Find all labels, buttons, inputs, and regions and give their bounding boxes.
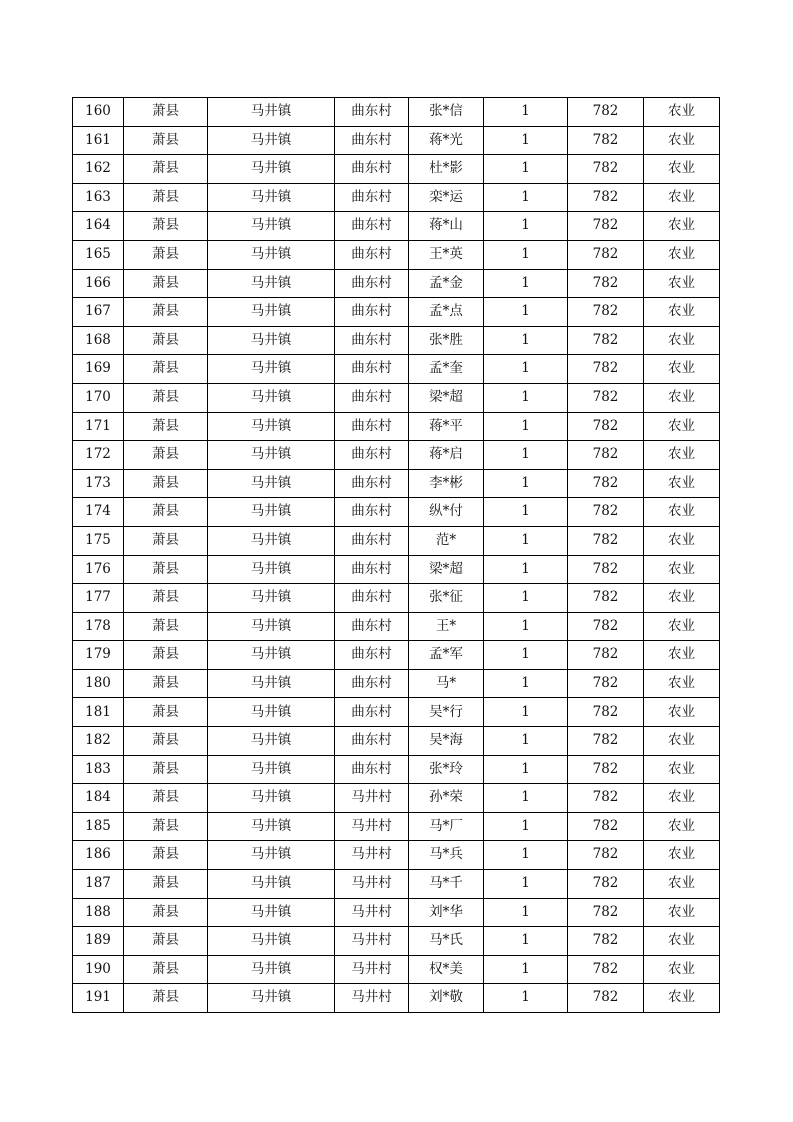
village-cell: 马井村 — [335, 927, 409, 956]
category-cell: 农业 — [644, 355, 720, 384]
town-cell: 马井镇 — [208, 812, 335, 841]
town-cell: 马井镇 — [208, 212, 335, 241]
county-cell: 萧县 — [124, 240, 208, 269]
category-cell: 农业 — [644, 898, 720, 927]
village-cell: 曲东村 — [335, 126, 409, 155]
table-row — [73, 298, 720, 327]
table-row — [73, 955, 720, 984]
town-cell: 马井镇 — [208, 669, 335, 698]
village-cell: 马井村 — [335, 841, 409, 870]
person-name-cell: 权*美 — [409, 955, 484, 984]
town-cell: 马井镇 — [208, 441, 335, 470]
amount-cell: 782 — [568, 870, 644, 899]
town-cell: 马井镇 — [208, 269, 335, 298]
person-name-cell: 蒋*山 — [409, 212, 484, 241]
person-name-cell: 张*征 — [409, 584, 484, 613]
category-cell: 农业 — [644, 555, 720, 584]
row-number-cell: 178 — [73, 612, 124, 641]
county-cell: 萧县 — [124, 441, 208, 470]
category-cell: 农业 — [644, 155, 720, 184]
county-cell: 萧县 — [124, 298, 208, 327]
table-row — [73, 784, 720, 813]
row-number-cell: 182 — [73, 727, 124, 756]
town-cell: 马井镇 — [208, 298, 335, 327]
amount-cell: 782 — [568, 212, 644, 241]
household-count-cell: 1 — [484, 126, 568, 155]
town-cell: 马井镇 — [208, 870, 335, 899]
amount-cell: 782 — [568, 955, 644, 984]
person-name-cell: 吴*行 — [409, 698, 484, 727]
village-cell: 曲东村 — [335, 526, 409, 555]
village-cell: 马井村 — [335, 984, 409, 1013]
county-cell: 萧县 — [124, 126, 208, 155]
county-cell: 萧县 — [124, 269, 208, 298]
person-name-cell: 张*信 — [409, 98, 484, 127]
county-cell: 萧县 — [124, 584, 208, 613]
town-cell: 马井镇 — [208, 955, 335, 984]
subsidy-roster-table — [72, 97, 720, 1013]
county-cell: 萧县 — [124, 870, 208, 899]
town-cell: 马井镇 — [208, 383, 335, 412]
amount-cell: 782 — [568, 126, 644, 155]
town-cell: 马井镇 — [208, 927, 335, 956]
town-cell: 马井镇 — [208, 469, 335, 498]
town-cell: 马井镇 — [208, 755, 335, 784]
person-name-cell: 张*胜 — [409, 326, 484, 355]
person-name-cell: 吴*海 — [409, 727, 484, 756]
row-number-cell: 165 — [73, 240, 124, 269]
village-cell: 曲东村 — [335, 555, 409, 584]
household-count-cell: 1 — [484, 155, 568, 184]
town-cell: 马井镇 — [208, 498, 335, 527]
row-number-cell: 176 — [73, 555, 124, 584]
village-cell: 曲东村 — [335, 155, 409, 184]
category-cell: 农业 — [644, 784, 720, 813]
household-count-cell: 1 — [484, 298, 568, 327]
household-count-cell: 1 — [484, 755, 568, 784]
town-cell: 马井镇 — [208, 155, 335, 184]
town-cell: 马井镇 — [208, 784, 335, 813]
household-count-cell: 1 — [484, 984, 568, 1013]
village-cell: 马井村 — [335, 898, 409, 927]
town-cell: 马井镇 — [208, 727, 335, 756]
category-cell: 农业 — [644, 612, 720, 641]
person-name-cell: 范* — [409, 526, 484, 555]
village-cell: 曲东村 — [335, 98, 409, 127]
county-cell: 萧县 — [124, 898, 208, 927]
village-cell: 马井村 — [335, 784, 409, 813]
person-name-cell: 梁*超 — [409, 555, 484, 584]
amount-cell: 782 — [568, 412, 644, 441]
county-cell: 萧县 — [124, 469, 208, 498]
category-cell: 农业 — [644, 412, 720, 441]
household-count-cell: 1 — [484, 98, 568, 127]
household-count-cell: 1 — [484, 927, 568, 956]
household-count-cell: 1 — [484, 841, 568, 870]
village-cell: 曲东村 — [335, 612, 409, 641]
category-cell: 农业 — [644, 870, 720, 899]
row-number-cell: 191 — [73, 984, 124, 1013]
person-name-cell: 李*彬 — [409, 469, 484, 498]
household-count-cell: 1 — [484, 870, 568, 899]
amount-cell: 782 — [568, 441, 644, 470]
category-cell: 农业 — [644, 812, 720, 841]
table-row — [73, 355, 720, 384]
table-row — [73, 812, 720, 841]
table-row — [73, 326, 720, 355]
county-cell: 萧县 — [124, 526, 208, 555]
village-cell: 曲东村 — [335, 240, 409, 269]
amount-cell: 782 — [568, 698, 644, 727]
category-cell: 农业 — [644, 669, 720, 698]
household-count-cell: 1 — [484, 183, 568, 212]
table-row — [73, 240, 720, 269]
village-cell: 马井村 — [335, 955, 409, 984]
table-row — [73, 727, 720, 756]
amount-cell: 782 — [568, 469, 644, 498]
household-count-cell: 1 — [484, 469, 568, 498]
person-name-cell: 刘*敬 — [409, 984, 484, 1013]
row-number-cell: 173 — [73, 469, 124, 498]
county-cell: 萧县 — [124, 641, 208, 670]
amount-cell: 782 — [568, 898, 644, 927]
town-cell: 马井镇 — [208, 98, 335, 127]
category-cell: 农业 — [644, 927, 720, 956]
county-cell: 萧县 — [124, 812, 208, 841]
amount-cell: 782 — [568, 727, 644, 756]
household-count-cell: 1 — [484, 584, 568, 613]
amount-cell: 782 — [568, 812, 644, 841]
amount-cell: 782 — [568, 784, 644, 813]
amount-cell: 782 — [568, 155, 644, 184]
table-row — [73, 927, 720, 956]
category-cell: 农业 — [644, 526, 720, 555]
person-name-cell: 孟*点 — [409, 298, 484, 327]
amount-cell: 782 — [568, 927, 644, 956]
county-cell: 萧县 — [124, 326, 208, 355]
village-cell: 曲东村 — [335, 669, 409, 698]
person-name-cell: 蒋*光 — [409, 126, 484, 155]
table-row — [73, 126, 720, 155]
category-cell: 农业 — [644, 269, 720, 298]
row-number-cell: 162 — [73, 155, 124, 184]
person-name-cell: 孟*金 — [409, 269, 484, 298]
table-row — [73, 412, 720, 441]
county-cell: 萧县 — [124, 669, 208, 698]
household-count-cell: 1 — [484, 441, 568, 470]
table-row — [73, 441, 720, 470]
table-row — [73, 498, 720, 527]
row-number-cell: 168 — [73, 326, 124, 355]
county-cell: 萧县 — [124, 98, 208, 127]
row-number-cell: 188 — [73, 898, 124, 927]
household-count-cell: 1 — [484, 727, 568, 756]
row-number-cell: 186 — [73, 841, 124, 870]
village-cell: 曲东村 — [335, 498, 409, 527]
town-cell: 马井镇 — [208, 326, 335, 355]
person-name-cell: 王*英 — [409, 240, 484, 269]
person-name-cell: 蒋*启 — [409, 441, 484, 470]
town-cell: 马井镇 — [208, 584, 335, 613]
row-number-cell: 166 — [73, 269, 124, 298]
town-cell: 马井镇 — [208, 183, 335, 212]
village-cell: 曲东村 — [335, 269, 409, 298]
county-cell: 萧县 — [124, 755, 208, 784]
table-row — [73, 555, 720, 584]
table-row — [73, 383, 720, 412]
county-cell: 萧县 — [124, 984, 208, 1013]
table-row — [73, 612, 720, 641]
row-number-cell: 183 — [73, 755, 124, 784]
town-cell: 马井镇 — [208, 526, 335, 555]
table-row — [73, 698, 720, 727]
row-number-cell: 180 — [73, 669, 124, 698]
county-cell: 萧县 — [124, 784, 208, 813]
county-cell: 萧县 — [124, 212, 208, 241]
household-count-cell: 1 — [484, 698, 568, 727]
county-cell: 萧县 — [124, 155, 208, 184]
county-cell: 萧县 — [124, 955, 208, 984]
person-name-cell: 马*兵 — [409, 841, 484, 870]
person-name-cell: 马*氏 — [409, 927, 484, 956]
row-number-cell: 170 — [73, 383, 124, 412]
amount-cell: 782 — [568, 669, 644, 698]
household-count-cell: 1 — [484, 784, 568, 813]
row-number-cell: 171 — [73, 412, 124, 441]
county-cell: 萧县 — [124, 183, 208, 212]
village-cell: 曲东村 — [335, 326, 409, 355]
row-number-cell: 164 — [73, 212, 124, 241]
town-cell: 马井镇 — [208, 555, 335, 584]
row-number-cell: 167 — [73, 298, 124, 327]
town-cell: 马井镇 — [208, 984, 335, 1013]
amount-cell: 782 — [568, 555, 644, 584]
household-count-cell: 1 — [484, 669, 568, 698]
amount-cell: 782 — [568, 355, 644, 384]
town-cell: 马井镇 — [208, 898, 335, 927]
county-cell: 萧县 — [124, 612, 208, 641]
village-cell: 曲东村 — [335, 755, 409, 784]
town-cell: 马井镇 — [208, 126, 335, 155]
village-cell: 曲东村 — [335, 298, 409, 327]
category-cell: 农业 — [644, 212, 720, 241]
category-cell: 农业 — [644, 98, 720, 127]
household-count-cell: 1 — [484, 269, 568, 298]
household-count-cell: 1 — [484, 212, 568, 241]
person-name-cell: 孟*奎 — [409, 355, 484, 384]
village-cell: 马井村 — [335, 812, 409, 841]
county-cell: 萧县 — [124, 383, 208, 412]
row-number-cell: 189 — [73, 927, 124, 956]
amount-cell: 782 — [568, 298, 644, 327]
row-number-cell: 169 — [73, 355, 124, 384]
household-count-cell: 1 — [484, 526, 568, 555]
person-name-cell: 杜*影 — [409, 155, 484, 184]
village-cell: 曲东村 — [335, 412, 409, 441]
household-count-cell: 1 — [484, 641, 568, 670]
row-number-cell: 174 — [73, 498, 124, 527]
household-count-cell: 1 — [484, 355, 568, 384]
town-cell: 马井镇 — [208, 841, 335, 870]
table-row — [73, 469, 720, 498]
town-cell: 马井镇 — [208, 641, 335, 670]
table-row — [73, 641, 720, 670]
table-row — [73, 870, 720, 899]
village-cell: 曲东村 — [335, 584, 409, 613]
household-count-cell: 1 — [484, 898, 568, 927]
category-cell: 农业 — [644, 326, 720, 355]
table-row — [73, 98, 720, 127]
category-cell: 农业 — [644, 498, 720, 527]
row-number-cell: 177 — [73, 584, 124, 613]
village-cell: 曲东村 — [335, 355, 409, 384]
amount-cell: 782 — [568, 326, 644, 355]
table-row — [73, 841, 720, 870]
category-cell: 农业 — [644, 584, 720, 613]
table-row — [73, 183, 720, 212]
village-cell: 马井村 — [335, 870, 409, 899]
amount-cell: 782 — [568, 269, 644, 298]
row-number-cell: 184 — [73, 784, 124, 813]
amount-cell: 782 — [568, 498, 644, 527]
person-name-cell: 马*千 — [409, 870, 484, 899]
person-name-cell: 梁*超 — [409, 383, 484, 412]
person-name-cell: 纵*付 — [409, 498, 484, 527]
person-name-cell: 马*厂 — [409, 812, 484, 841]
person-name-cell: 马* — [409, 669, 484, 698]
household-count-cell: 1 — [484, 412, 568, 441]
row-number-cell: 160 — [73, 98, 124, 127]
amount-cell: 782 — [568, 183, 644, 212]
village-cell: 曲东村 — [335, 383, 409, 412]
person-name-cell: 蒋*平 — [409, 412, 484, 441]
person-name-cell: 王* — [409, 612, 484, 641]
table-row — [73, 269, 720, 298]
category-cell: 农业 — [644, 727, 720, 756]
amount-cell: 782 — [568, 383, 644, 412]
table-row — [73, 526, 720, 555]
category-cell: 农业 — [644, 441, 720, 470]
person-name-cell: 孟*军 — [409, 641, 484, 670]
household-count-cell: 1 — [484, 612, 568, 641]
person-name-cell: 刘*华 — [409, 898, 484, 927]
household-count-cell: 1 — [484, 812, 568, 841]
document-page — [72, 97, 719, 1013]
village-cell: 曲东村 — [335, 441, 409, 470]
county-cell: 萧县 — [124, 355, 208, 384]
amount-cell: 782 — [568, 612, 644, 641]
household-count-cell: 1 — [484, 383, 568, 412]
amount-cell: 782 — [568, 641, 644, 670]
category-cell: 农业 — [644, 183, 720, 212]
amount-cell: 782 — [568, 98, 644, 127]
category-cell: 农业 — [644, 641, 720, 670]
category-cell: 农业 — [644, 841, 720, 870]
village-cell: 曲东村 — [335, 698, 409, 727]
household-count-cell: 1 — [484, 240, 568, 269]
category-cell: 农业 — [644, 698, 720, 727]
person-name-cell: 张*玲 — [409, 755, 484, 784]
amount-cell: 782 — [568, 841, 644, 870]
category-cell: 农业 — [644, 240, 720, 269]
category-cell: 农业 — [644, 126, 720, 155]
county-cell: 萧县 — [124, 927, 208, 956]
county-cell: 萧县 — [124, 498, 208, 527]
row-number-cell: 187 — [73, 870, 124, 899]
town-cell: 马井镇 — [208, 698, 335, 727]
town-cell: 马井镇 — [208, 412, 335, 441]
town-cell: 马井镇 — [208, 240, 335, 269]
row-number-cell: 179 — [73, 641, 124, 670]
household-count-cell: 1 — [484, 955, 568, 984]
town-cell: 马井镇 — [208, 355, 335, 384]
amount-cell: 782 — [568, 526, 644, 555]
row-number-cell: 181 — [73, 698, 124, 727]
row-number-cell: 163 — [73, 183, 124, 212]
household-count-cell: 1 — [484, 326, 568, 355]
table-row — [73, 755, 720, 784]
table-row — [73, 584, 720, 613]
category-cell: 农业 — [644, 755, 720, 784]
category-cell: 农业 — [644, 984, 720, 1013]
row-number-cell: 185 — [73, 812, 124, 841]
household-count-cell: 1 — [484, 498, 568, 527]
row-number-cell: 190 — [73, 955, 124, 984]
category-cell: 农业 — [644, 955, 720, 984]
row-number-cell: 172 — [73, 441, 124, 470]
village-cell: 曲东村 — [335, 183, 409, 212]
table-row — [73, 984, 720, 1013]
table-row — [73, 669, 720, 698]
row-number-cell: 161 — [73, 126, 124, 155]
county-cell: 萧县 — [124, 727, 208, 756]
amount-cell: 782 — [568, 984, 644, 1013]
town-cell: 马井镇 — [208, 612, 335, 641]
table-body — [73, 98, 720, 1013]
village-cell: 曲东村 — [335, 727, 409, 756]
table-row — [73, 898, 720, 927]
county-cell: 萧县 — [124, 841, 208, 870]
table-row — [73, 155, 720, 184]
household-count-cell: 1 — [484, 555, 568, 584]
person-name-cell: 孙*荣 — [409, 784, 484, 813]
amount-cell: 782 — [568, 755, 644, 784]
amount-cell: 782 — [568, 240, 644, 269]
amount-cell: 782 — [568, 584, 644, 613]
village-cell: 曲东村 — [335, 212, 409, 241]
village-cell: 曲东村 — [335, 641, 409, 670]
row-number-cell: 175 — [73, 526, 124, 555]
table-row — [73, 212, 720, 241]
category-cell: 农业 — [644, 469, 720, 498]
village-cell: 曲东村 — [335, 469, 409, 498]
person-name-cell: 栾*运 — [409, 183, 484, 212]
county-cell: 萧县 — [124, 555, 208, 584]
county-cell: 萧县 — [124, 412, 208, 441]
county-cell: 萧县 — [124, 698, 208, 727]
category-cell: 农业 — [644, 298, 720, 327]
category-cell: 农业 — [644, 383, 720, 412]
